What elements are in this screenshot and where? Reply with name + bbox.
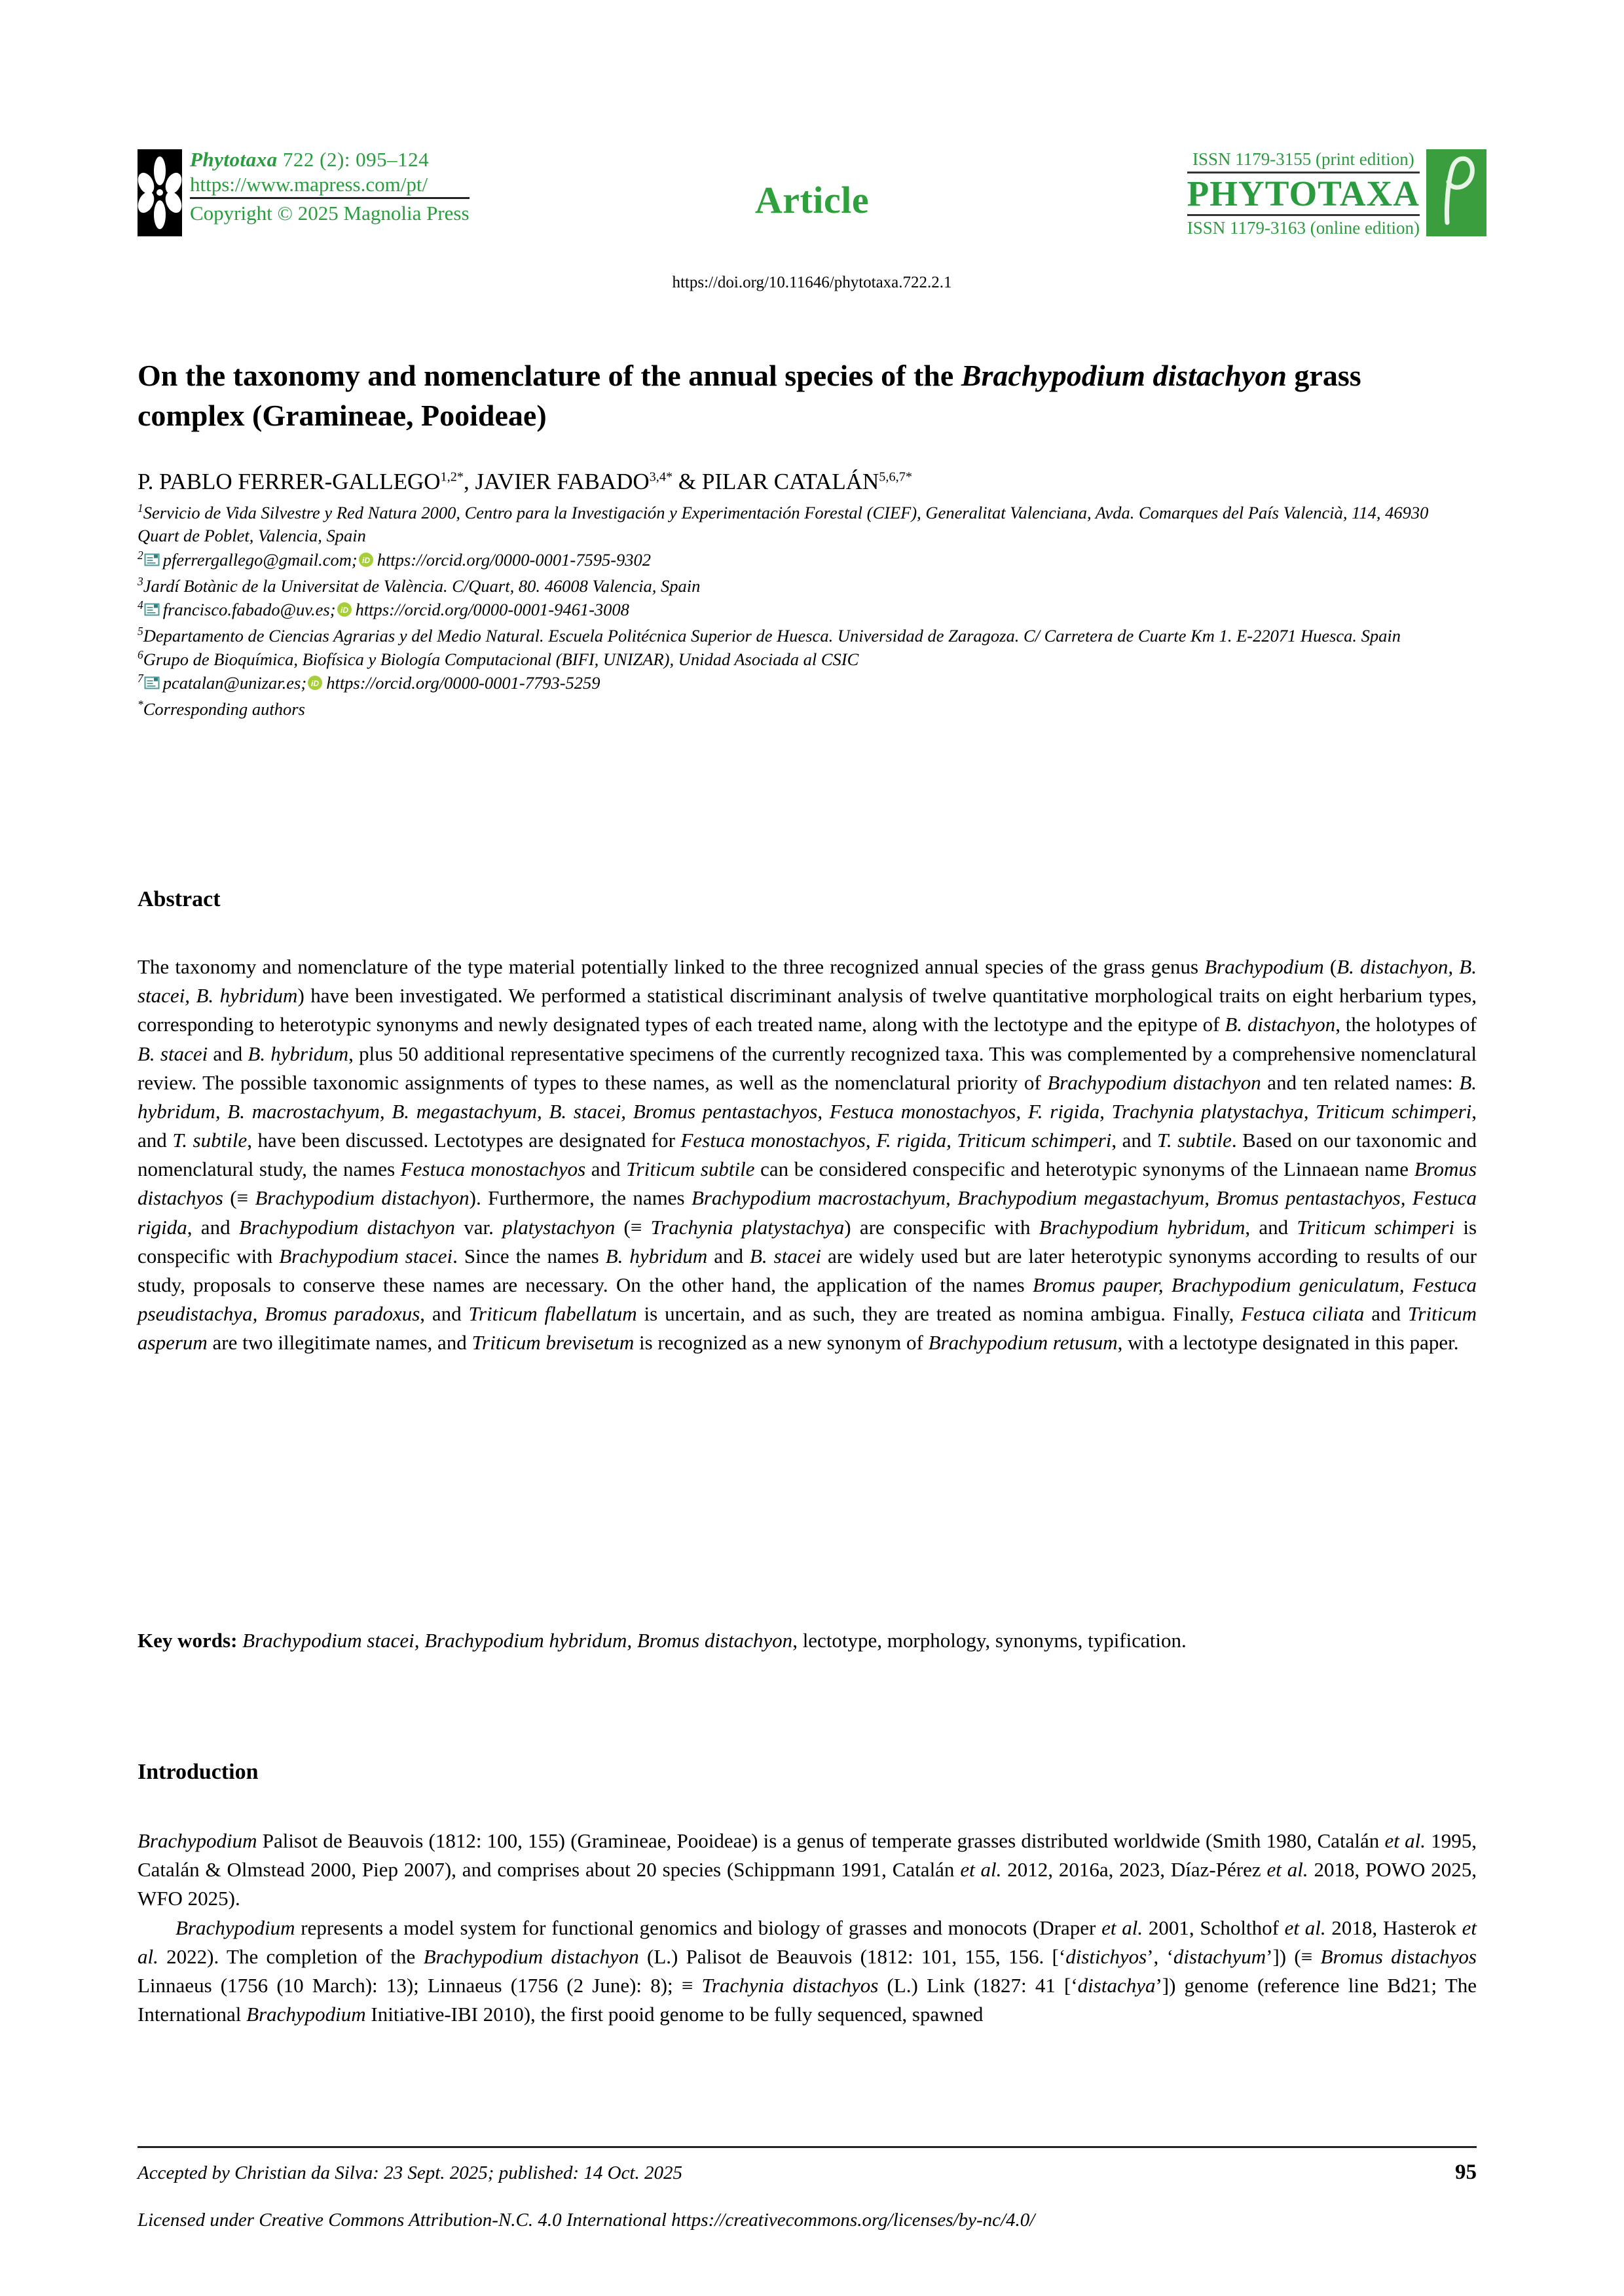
- page-title: [138, 355, 1434, 436]
- intro-p2-i10: distachya: [1077, 1973, 1156, 1997]
- author-3-affil-marks: 5,6,7*: [879, 469, 912, 484]
- introduction-paragraph-1: [138, 1827, 1477, 1914]
- abs-s22: . Since the names: [452, 1244, 606, 1267]
- corresponding-text: Corresponding authors: [143, 699, 305, 719]
- abs-i16: Brachypodium distachyon: [238, 1215, 455, 1239]
- author-list: [138, 468, 1486, 496]
- abs-i20: Triticum schimperi: [1297, 1215, 1455, 1239]
- abs-s14: (≡: [223, 1186, 255, 1210]
- abs-i12: Triticum subtile: [626, 1157, 755, 1181]
- affiliation-4-marker: 4: [138, 598, 143, 612]
- abs-s10: , and: [1111, 1129, 1157, 1152]
- affiliation-4: [138, 598, 1473, 623]
- abs-i1: Brachypodium: [1204, 955, 1324, 978]
- affiliation-7-email[interactable]: pcatalan@unizar.es;: [162, 673, 307, 693]
- intro-p2-i2: et al.: [1101, 1916, 1143, 1939]
- introduction-body: [138, 1827, 1477, 2029]
- abs-i27: Triticum asperum: [138, 1302, 1477, 1355]
- keywords-label: Key words:: [138, 1629, 238, 1652]
- affiliation-2-marker: 2: [138, 549, 143, 562]
- masthead: [138, 149, 1486, 254]
- abs-s29: is recognized as a new synonym of: [634, 1331, 929, 1355]
- svg-text:iD: iD: [340, 605, 348, 615]
- abs-s4: , the holotypes of: [1335, 1013, 1477, 1036]
- intro-p2-i9: Trachynia distachyos: [701, 1973, 879, 1997]
- abs-i9: Festuca monostachyos, F. rigida, Triticum schimperi: [680, 1129, 1112, 1152]
- abs-s30: , with a lectotype designated in this paper.: [1117, 1331, 1459, 1355]
- abs-i3: B. distachyon: [1225, 1013, 1336, 1036]
- accepted-published-text: Accepted by Christian da Silva: 23 Sept. 2025; published: 14 Oct. 2025: [138, 2162, 682, 2183]
- abs-s18: (≡: [615, 1215, 651, 1239]
- abs-i29: Brachypodium retusum: [928, 1331, 1118, 1355]
- abs-i2: B. distachyon, B. stacei, B. hybridum: [138, 955, 1477, 1008]
- affiliation-5: [138, 624, 1473, 647]
- abs-i15: Brachypodium macrostachyum, Brachypodium megastachyum, Bromus pentastachyos, Festuca rigida: [138, 1186, 1477, 1239]
- affiliation-1: [138, 501, 1473, 548]
- abs-i14: Brachypodium distachyon: [255, 1186, 470, 1210]
- intro-p2-i7: distachyum: [1173, 1944, 1266, 1968]
- affiliation-3: [138, 574, 1473, 598]
- abstract-body: [138, 953, 1477, 1357]
- intro-p1-s1: Palisot de Beauvois (1812: 100, 155) (Gramineae, Pooideae) is a genus of temperate grasses distributed worldwide (Smith 1980, Catalán: [257, 1829, 1385, 1852]
- abs-i23: B. stacei: [749, 1244, 821, 1267]
- intro-p2-s1: represents a model system for functional genomics and biology of grasses and monocots (Draper: [295, 1916, 1102, 1939]
- abs-s28: are two illegitimate names, and: [207, 1331, 472, 1355]
- journal-website-link[interactable]: https://www.mapress.com/pt/: [190, 170, 470, 199]
- affiliation-4-email[interactable]: francisco.fabado@uv.es;: [162, 599, 336, 619]
- abs-s16: , and: [187, 1215, 239, 1239]
- introduction-heading: Introduction: [138, 1760, 259, 1784]
- svg-text:iD: iD: [361, 555, 370, 565]
- footer-divider: [138, 2146, 1477, 2148]
- affiliation-7-orcid[interactable]: https://orcid.org/0000-0001-7793-5259: [326, 673, 600, 693]
- abs-i13: Bromus distachyos: [138, 1157, 1477, 1210]
- abs-s6: , plus 50 additional representative specimens of the currently recognized taxa. This was complemented by a comprehensive nomenclatural review. The possible taxonomic assignments of types to these names, as well as the nomenclatural priority of: [138, 1042, 1477, 1094]
- affiliation-1-text: Servicio de Vida Silvestre y Red Natura 2000, Centro para la Investigación y Experimentación Forestal (CIEF), Generalitat Valenciana, Avda. Comarques del País Valencià, 114, 46930 Quart de Poblet, Valencia, Spain: [138, 502, 1429, 546]
- intro-p2-s2: 2001, Scholthof: [1143, 1916, 1285, 1939]
- intro-p1-s4: 2018, POWO 2025, WFO 2025).: [138, 1858, 1477, 1910]
- abs-i6: Brachypodium distachyon: [1047, 1070, 1261, 1094]
- abs-s9: , have been discussed. Lectotypes are designated for: [247, 1129, 681, 1152]
- abs-i11: Festuca monostachyos: [400, 1157, 586, 1181]
- affiliation-6: [138, 647, 1473, 671]
- abstract-heading: Abstract: [138, 887, 221, 911]
- abs-s8: , and: [138, 1099, 1477, 1152]
- intro-p2-s5: (L.) Palisot de Beauvois (1812: 101, 155, 156. [‘: [638, 1944, 1066, 1968]
- intro-p2-s7: ’]) (≡: [1266, 1944, 1321, 1968]
- affiliation-7-marker: 7: [138, 672, 143, 685]
- abs-i24: Bromus pauper, Brachypodium geniculatum, Festuca pseudistachya, Bromus paradoxus: [138, 1273, 1477, 1326]
- abs-i8: T. subtile: [172, 1129, 248, 1152]
- p-monogram-icon: [1426, 149, 1486, 236]
- abs-i5: B. hybridum: [248, 1042, 349, 1065]
- affiliation-6-marker: 6: [138, 647, 143, 661]
- author-separator-2: & PILAR CATALÁN: [673, 469, 879, 494]
- author-2-affil-marks: 3,4*: [649, 469, 673, 484]
- abs-i4: B. stacei: [138, 1042, 208, 1065]
- intro-p2-i3: et al.: [1284, 1916, 1326, 1939]
- affiliation-4-orcid[interactable]: https://orcid.org/0000-0001-9461-3008: [355, 599, 629, 619]
- page-number: 95: [1455, 2160, 1477, 2184]
- intro-p2-i5: Brachypodium distachyon: [423, 1944, 639, 1968]
- abs-i22: B. hybridum: [605, 1244, 708, 1267]
- intro-p2-s3: 2018, Hasterok: [1325, 1916, 1462, 1939]
- affiliation-2-orcid[interactable]: https://orcid.org/0000-0001-7595-9302: [377, 549, 652, 570]
- intro-p2-s6: ’, ‘: [1147, 1944, 1173, 1968]
- intro-p1-s2: 1995, Catalán & Olmstead 2000, Piep 2007), and comprises about 20 species (Schippmann 1991, Catalán: [138, 1829, 1477, 1882]
- doi-link[interactable]: https://doi.org/10.11646/phytotaxa.722.2.1: [672, 274, 952, 291]
- intro-p2-s9: (L.) Link (1827: 41 [‘: [878, 1973, 1078, 1997]
- abs-i7: B. hybridum, B. macrostachyum, B. megastachyum, B. stacei, Bromus pentastachyos, Festuca monostachyos, F. rigida, Trachynia platystachya, Triticum schimperi: [138, 1070, 1477, 1123]
- title-part-1: On the taxonomy and nomenclature of the annual species of the: [138, 358, 961, 392]
- abs-i18: Trachynia platystachya: [650, 1215, 845, 1239]
- title-species: distachyon: [1153, 358, 1287, 392]
- affiliation-5-text: Departamento de Ciencias Agrarias y del Medio Natural. Escuela Politécnica Superior de Huesca. Universidad de Zaragoza. C/ Carretera de Cuarte Km 1. E-22071 Huesca. Spain: [143, 625, 1401, 646]
- journal-issue-ref: 722 (2): 095–124: [282, 148, 430, 171]
- orcid-id-icon: [307, 674, 323, 697]
- paper-page: [138, 0, 1486, 2296]
- abs-s17: var.: [454, 1215, 503, 1239]
- abs-s25: , and: [420, 1302, 469, 1326]
- corresponding-authors-note: [138, 697, 1473, 721]
- intro-p2-s10: ’]) genome (reference line Bd21; The International: [138, 1973, 1477, 2026]
- intro-p2-i1: Brachypodium: [175, 1916, 295, 1939]
- author-1: P. PABLO FERRER-GALLEGO: [138, 469, 441, 494]
- journal-issue-line: [190, 149, 470, 170]
- envelope-icon: [144, 600, 160, 623]
- corresponding-marker: *: [138, 697, 143, 711]
- intro-p2-s4: 2022). The completion of the: [158, 1944, 424, 1968]
- abs-i26: Festuca ciliata: [1241, 1302, 1365, 1326]
- orcid-id-icon: [337, 600, 352, 624]
- abs-s13: can be considered conspecific and heterotypic synonyms of the Linnaean name: [754, 1157, 1414, 1181]
- abs-i21: Brachypodium stacei: [279, 1244, 453, 1267]
- envelope-icon: [144, 673, 160, 697]
- abs-s20: , and: [1245, 1215, 1297, 1239]
- abs-i19: Brachypodium hybridum: [1039, 1215, 1246, 1239]
- issn-stack: [1187, 149, 1420, 238]
- abs-s3: ) have been investigated. We performed a statistical discriminant analysis of twelve quantitative morphological traits on eight herbarium types, corresponding to heterotypic synonyms and newly designated types of each treated name, along with the lectotype and the epitype of: [138, 984, 1477, 1036]
- envelope-icon: [144, 550, 160, 574]
- journal-wordmark: PHYTOTAXA: [1187, 173, 1420, 216]
- abs-s26: is uncertain, and as such, they are treated as nomina ambigua. Finally,: [637, 1302, 1242, 1326]
- title-part-2: grass complex (Gramineae, Pooideae): [138, 358, 1361, 433]
- keywords-block: [138, 1626, 1477, 1655]
- intro-p1-i2: et al.: [1384, 1829, 1426, 1852]
- intro-p1-i1: Brachypodium: [138, 1829, 257, 1852]
- issn-print-label: ISSN 1179-3155 (print edition): [1187, 149, 1420, 173]
- abs-s23: and: [707, 1244, 750, 1267]
- intro-p1-i3: et al.: [960, 1858, 1002, 1882]
- affiliation-2: [138, 548, 1473, 574]
- abs-i10: T. subtile: [1156, 1129, 1232, 1152]
- abs-s2: (: [1323, 955, 1337, 978]
- abs-s12: and: [585, 1157, 627, 1181]
- abs-s7: and ten related names:: [1261, 1070, 1460, 1094]
- svg-text:iD: iD: [311, 679, 320, 689]
- abs-s21: is conspecific with: [138, 1215, 1477, 1267]
- abs-i28: Triticum brevisetum: [471, 1331, 635, 1355]
- intro-p2-i6: distichyos: [1065, 1944, 1147, 1968]
- affiliation-7: [138, 671, 1473, 697]
- intro-p2-i4: et al.: [138, 1916, 1477, 1968]
- affiliation-3-text: Jardí Botànic de la Universitat de València. C/Quart, 80. 46008 Valencia, Spain: [143, 575, 701, 596]
- abs-s5: and: [208, 1042, 248, 1065]
- abs-s24: are widely used but are later heterotypic synonyms according to results of our study, proposals to conserve these names are necessary. On the other hand, the application of the names: [138, 1244, 1477, 1296]
- footer-accepted-line: [138, 2160, 1477, 2185]
- affiliation-1-marker: 1: [138, 501, 143, 515]
- intro-p1-i4: et al.: [1266, 1858, 1308, 1882]
- copyright-line: Copyright © 2025 Magnolia Press: [190, 202, 470, 225]
- author-1-affil-marks: 1,2*: [440, 469, 464, 484]
- intro-p2-s8: Linnaeus (1756 (10 March): 13); Linnaeus (1756 (2 June): 8); ≡: [138, 1973, 702, 1997]
- introduction-paragraph-2: [138, 1914, 1477, 2030]
- abs-s27: and: [1364, 1302, 1408, 1326]
- affiliation-6-text: Grupo de Bioquímica, Biofísica y Biología Computacional (BIFI, UNIZAR), Unidad Asociada al CSIC: [143, 649, 859, 669]
- affiliation-2-email[interactable]: pferrergallego@gmail.com;: [162, 549, 358, 570]
- affiliation-5-marker: 5: [138, 624, 143, 638]
- intro-p2-i11: Brachypodium: [246, 2003, 366, 2026]
- abs-s19: ) are conspecific with: [844, 1215, 1039, 1239]
- affiliation-block: [138, 501, 1473, 721]
- abs-s1: The taxonomy and nomenclature of the type material potentially linked to the three recognized annual species of the grass genus: [138, 955, 1205, 978]
- journal-name: Phytotaxa: [190, 148, 278, 171]
- issn-online-label: ISSN 1179-3163 (online edition): [1187, 217, 1420, 238]
- orcid-id-icon: [358, 551, 374, 574]
- abs-i25: Triticum flabellatum: [468, 1302, 637, 1326]
- abs-s15: ). Furthermore, the names: [469, 1186, 692, 1210]
- abstract-paragraph: [138, 953, 1477, 1357]
- title-genus-1: Brachypodium: [961, 358, 1145, 392]
- article-type-label: Article: [754, 179, 870, 221]
- abs-s11: . Based on our taxonomic and nomenclatural study, the names: [138, 1129, 1477, 1181]
- keywords-plain-terms: , lectotype, morphology, synonyms, typification.: [792, 1629, 1187, 1652]
- abs-i17: platystachyon: [502, 1215, 616, 1239]
- intro-p2-s11: Initiative-IBI 2010), the first pooid genome to be fully sequenced, spawned: [365, 2003, 984, 2026]
- intro-p1-s3: 2012, 2016a, 2023, Díaz-Pérez: [1001, 1858, 1267, 1882]
- license-line: Licensed under Creative Commons Attribution-N.C. 4.0 International https://creativecommons.org/licenses/by-nc/4.0/: [138, 2210, 1035, 2231]
- author-separator-1: , JAVIER FABADO: [464, 469, 650, 494]
- intro-p2-i8: Bromus distachyos: [1320, 1944, 1477, 1968]
- journal-brand-block: [1187, 149, 1486, 238]
- affiliation-3-marker: 3: [138, 574, 143, 588]
- keywords-italic-terms: Brachypodium stacei, Brachypodium hybridum, Bromus distachyon: [242, 1629, 793, 1652]
